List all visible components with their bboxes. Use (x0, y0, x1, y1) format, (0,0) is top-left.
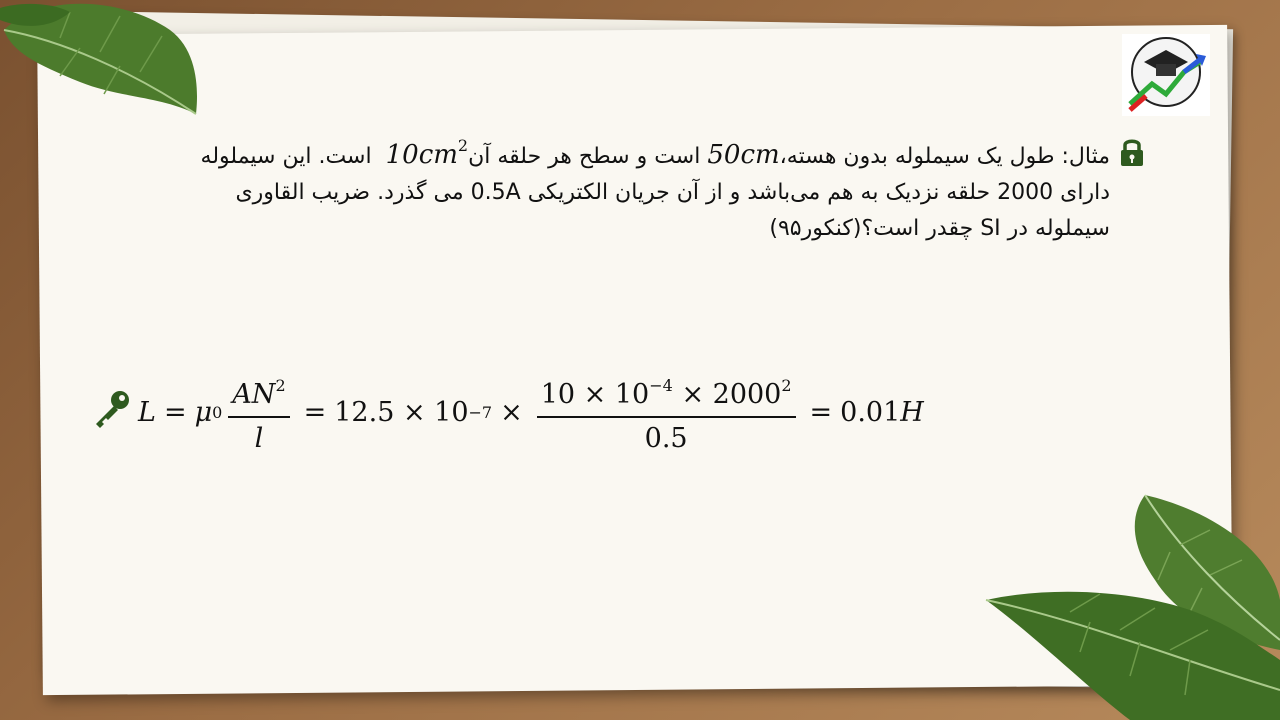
turns-value: 2000 (997, 180, 1054, 205)
formula-mu: μ (194, 396, 213, 428)
question-text-segment: است و سطح هر حلقه آن (468, 144, 701, 169)
question-text-segment: است. این سیملوله (200, 144, 372, 169)
leaf-top-left-decoration (0, 0, 210, 125)
question-label: مثال: (1061, 144, 1110, 169)
formula-result-unit: H (900, 396, 924, 428)
question-text-segment: چقدر است؟(کنکور۹۵) (769, 216, 974, 241)
question-text-segment: حلقه نزدیک به هم می‌باشد و از آن جریان الکتریکی (527, 180, 991, 205)
question-text-segment: طول یک سیملوله بدون هسته، (779, 144, 1055, 169)
formula-equals: = (303, 396, 327, 428)
question-text-segment: می گذرد. ضریب القاوری (235, 180, 464, 205)
fraction-2-numerator-b: × 2000 (681, 378, 782, 410)
formula-fraction-1 (228, 369, 289, 456)
lock-icon (1116, 136, 1148, 168)
formula-coefficient: 12.5 × 10 (334, 396, 469, 428)
logo-icon (1122, 34, 1210, 116)
question-line-3 (150, 211, 1110, 247)
area-exponent: 2 (457, 136, 469, 155)
logo-graphic (1122, 34, 1210, 116)
solution-formula (138, 370, 924, 454)
question-text-segment: دارای (1060, 180, 1110, 205)
si-unit: SI (980, 216, 1001, 241)
fraction-1-denominator: l (254, 422, 264, 454)
area-value (385, 136, 469, 170)
key-icon (92, 388, 132, 428)
fraction-1-numerator-exp: 2 (275, 375, 286, 395)
fraction-2-numerator (537, 369, 796, 418)
formula-equals: = (809, 396, 833, 428)
length-value-text: 50cm (707, 140, 780, 170)
area-value-text: 10cm (385, 140, 458, 170)
fraction-2-numerator-a-exp: −4 (649, 375, 673, 395)
leaf-bottom-right-decoration (980, 490, 1280, 720)
length-value (707, 140, 779, 170)
formula-coefficient-exp: −7 (468, 402, 493, 422)
formula-lhs: L (138, 396, 156, 428)
formula-times: × (500, 396, 523, 428)
fraction-1-numerator (228, 369, 289, 418)
question-line-2 (150, 175, 1110, 211)
fraction-1-numerator-text: AN (232, 378, 276, 410)
formula-equals: = (163, 396, 187, 428)
formula-result: 0.01 (840, 396, 901, 428)
fraction-2-numerator-b-exp: 2 (781, 375, 792, 395)
question-line-1 (150, 128, 1110, 175)
formula-mu-sub: 0 (212, 402, 223, 422)
fraction-2-denominator: 0.5 (644, 422, 688, 454)
question-text-segment: سیملوله در (1007, 216, 1110, 241)
fraction-2-numerator-a: 10 × 10 (540, 378, 650, 410)
current-value: 0.5A (470, 180, 521, 205)
formula-fraction-2 (537, 369, 796, 456)
question-text (150, 128, 1110, 247)
